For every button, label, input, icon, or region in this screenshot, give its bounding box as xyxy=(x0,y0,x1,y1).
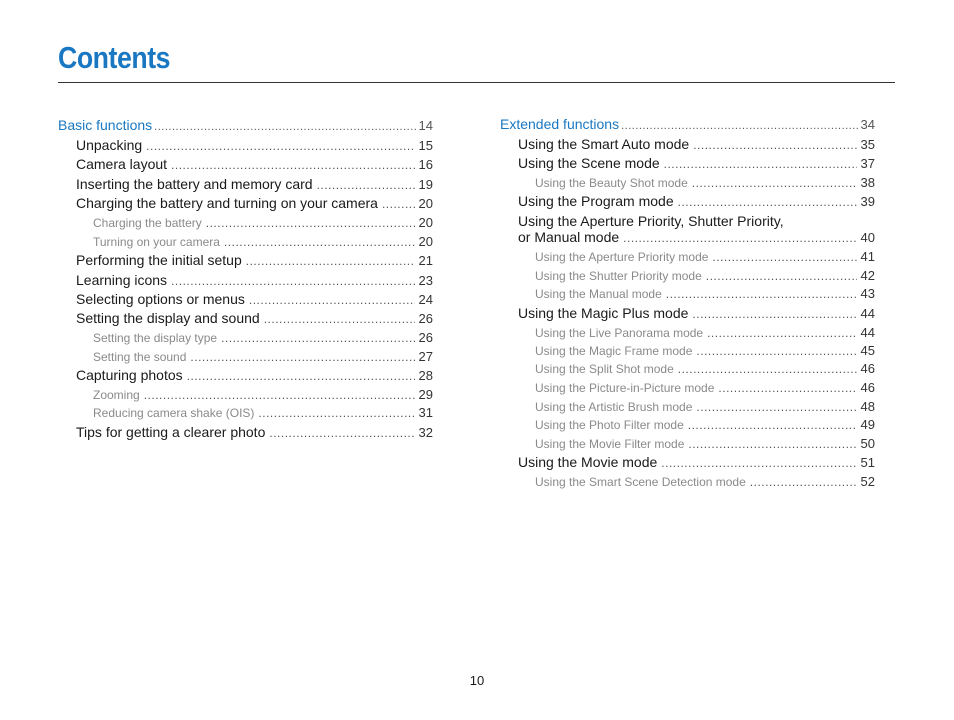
toc-page-number: 19 xyxy=(418,177,433,192)
toc-section-label: Basic functions xyxy=(58,117,153,133)
toc-subentry[interactable] xyxy=(500,417,875,432)
toc-subentry[interactable] xyxy=(500,175,875,190)
toc-page-number: 46 xyxy=(860,361,875,376)
toc-entry[interactable] xyxy=(58,137,433,153)
dot-leader xyxy=(688,437,856,451)
toc-entry-label: Reducing camera shake (OIS) xyxy=(93,406,255,420)
toc-page-number: 49 xyxy=(860,417,875,432)
toc-page-number: 40 xyxy=(860,230,875,245)
toc-entry-label-line1[interactable]: Using the Aperture Priority, Shutter Priority, xyxy=(518,213,784,229)
toc-section-label: Extended functions xyxy=(500,116,620,132)
toc-subentry[interactable] xyxy=(58,349,433,364)
dot-leader xyxy=(692,176,857,190)
toc-entry[interactable] xyxy=(58,195,433,211)
toc-entry-label: Using the Program mode xyxy=(518,193,674,209)
toc-entry-label: Inserting the battery and memory card xyxy=(76,176,313,192)
toc-page-number: 42 xyxy=(860,268,875,283)
toc-page-number: 46 xyxy=(860,380,875,395)
toc-page-number: 37 xyxy=(860,156,875,171)
toc-entry-label: Turning on your camera xyxy=(93,235,220,249)
toc-section-basic-functions[interactable] xyxy=(58,117,433,133)
toc-entry-label: Using the Live Panorama mode xyxy=(535,326,704,340)
toc-entry-label: Using the Manual mode xyxy=(535,287,662,301)
toc-entry-label: Selecting options or menus xyxy=(76,291,245,307)
toc-entry[interactable] xyxy=(58,291,433,307)
dot-leader xyxy=(187,369,415,383)
toc-subentry[interactable] xyxy=(500,343,875,358)
dot-leader xyxy=(678,362,857,376)
dot-leader xyxy=(693,138,856,152)
toc-subentry[interactable] xyxy=(58,330,433,345)
page-number: 10 xyxy=(469,673,485,688)
dot-leader xyxy=(621,120,858,132)
toc-page-number: 14 xyxy=(418,118,433,133)
toc-page-number: 24 xyxy=(418,292,433,307)
toc-entry-label: Setting the display type xyxy=(93,331,218,345)
toc-subentry[interactable] xyxy=(500,361,875,376)
toc-page-number: 28 xyxy=(418,368,433,383)
toc-entry[interactable] xyxy=(58,176,433,192)
toc-page-number: 39 xyxy=(860,194,875,209)
toc-entry-label: Camera layout xyxy=(76,156,168,172)
toc-entry-label: Tips for getting a clearer photo xyxy=(76,424,266,440)
toc-entry[interactable] xyxy=(500,305,875,321)
toc-subentry[interactable] xyxy=(58,215,433,230)
dot-leader xyxy=(707,326,856,340)
dot-leader xyxy=(171,274,414,288)
toc-subentry[interactable] xyxy=(58,405,433,420)
toc-page-number: 20 xyxy=(418,215,433,230)
toc-entry-label: Zooming xyxy=(93,388,140,402)
toc-entry-label: Performing the initial setup xyxy=(76,252,242,268)
toc-entry-label: Using the Split Shot mode xyxy=(535,362,674,376)
toc-entry[interactable] xyxy=(58,252,433,268)
dot-leader xyxy=(146,139,414,153)
toc-page-number: 44 xyxy=(860,325,875,340)
dot-leader xyxy=(171,158,414,172)
toc-subentry[interactable] xyxy=(58,234,433,249)
toc-subentry[interactable] xyxy=(58,387,433,402)
toc-page-number: 34 xyxy=(860,117,875,132)
dot-leader xyxy=(224,235,415,249)
toc-entry[interactable] xyxy=(500,155,875,171)
toc-subentry[interactable] xyxy=(500,268,875,283)
dot-leader xyxy=(666,287,857,301)
toc-subentry[interactable] xyxy=(500,249,875,264)
toc-entry-label: Using the Artistic Brush mode xyxy=(535,400,693,414)
toc-entry[interactable] xyxy=(500,454,875,470)
dot-leader xyxy=(706,269,857,283)
dot-leader xyxy=(718,381,856,395)
dot-leader xyxy=(661,456,856,470)
toc-page-number: 35 xyxy=(860,137,875,152)
dot-leader xyxy=(623,231,856,245)
dot-leader xyxy=(190,350,414,364)
toc-entry-label: Using the Aperture Priority mode xyxy=(535,250,709,264)
toc-entry-label: Capturing photos xyxy=(76,367,183,383)
dot-leader xyxy=(264,312,415,326)
toc-page-number: 31 xyxy=(418,405,433,420)
toc-entry-label: Setting the display and sound xyxy=(76,310,260,326)
toc-entry[interactable] xyxy=(500,193,875,209)
toc-entry[interactable] xyxy=(58,156,433,172)
dot-leader xyxy=(317,178,415,192)
toc-entry-label: Using the Beauty Shot mode xyxy=(535,176,688,190)
toc-page-number: 15 xyxy=(418,138,433,153)
dot-leader xyxy=(688,418,857,432)
toc-page-number: 26 xyxy=(418,311,433,326)
toc-subentry[interactable] xyxy=(500,325,875,340)
toc-page-number: 38 xyxy=(860,175,875,190)
toc-page-number: 16 xyxy=(418,157,433,172)
toc-entry-label: Using the Picture-in-Picture mode xyxy=(535,381,715,395)
dot-leader xyxy=(221,331,414,345)
toc-entry[interactable] xyxy=(500,229,875,245)
toc-entry-label: Unpacking xyxy=(76,137,143,153)
dot-leader xyxy=(696,400,856,414)
dot-leader xyxy=(382,197,415,211)
toc-page-number: 29 xyxy=(418,387,433,402)
toc-entry-label: Charging the battery xyxy=(93,216,202,230)
dot-leader xyxy=(664,157,857,171)
toc-entry[interactable] xyxy=(58,272,433,288)
dot-leader xyxy=(258,406,414,420)
toc-subentry[interactable] xyxy=(500,474,875,489)
toc-entry-label: Using the Movie Filter mode xyxy=(535,437,685,451)
toc-page-number: 27 xyxy=(418,349,433,364)
toc-entry-label: Setting the sound xyxy=(93,350,187,364)
toc-page-number: 52 xyxy=(860,474,875,489)
toc-entry-label: Using the Movie mode xyxy=(518,454,658,470)
toc-page-number: 43 xyxy=(860,286,875,301)
toc-page-number: 41 xyxy=(860,249,875,264)
toc-page-number: 45 xyxy=(860,343,875,358)
toc-page-number: 50 xyxy=(860,436,875,451)
toc-entry-label: Using the Shutter Priority mode xyxy=(535,269,702,283)
dot-leader xyxy=(249,293,415,307)
toc-subentry[interactable] xyxy=(500,380,875,395)
toc-subentry[interactable] xyxy=(500,399,875,414)
toc-entry[interactable] xyxy=(500,136,875,152)
page-title: Contents xyxy=(58,40,171,75)
dot-leader xyxy=(692,307,856,321)
toc-subentry[interactable] xyxy=(500,286,875,301)
dot-leader xyxy=(696,344,856,358)
toc-page-number: 20 xyxy=(418,196,433,211)
toc-entry-label: Using the Scene mode xyxy=(518,155,660,171)
dot-leader xyxy=(246,254,415,268)
toc-page-number: 20 xyxy=(418,234,433,249)
toc-page-number: 21 xyxy=(418,253,433,268)
dot-leader xyxy=(678,195,857,209)
dot-leader xyxy=(712,250,856,264)
dot-leader xyxy=(154,121,416,133)
toc-entry[interactable] xyxy=(58,310,433,326)
toc-entry-label: Using the Photo Filter mode xyxy=(535,418,684,432)
toc-subentry[interactable] xyxy=(500,436,875,451)
toc-page-number: 32 xyxy=(418,425,433,440)
toc-entry[interactable] xyxy=(58,424,433,440)
dot-leader xyxy=(144,388,415,402)
dot-leader xyxy=(269,426,414,440)
toc-entry[interactable] xyxy=(58,367,433,383)
toc-page-number: 23 xyxy=(418,273,433,288)
toc-entry-label: Using the Smart Scene Detection mode xyxy=(535,475,746,489)
toc-page-number: 44 xyxy=(860,306,875,321)
dot-leader xyxy=(206,216,415,230)
toc-page-number: 48 xyxy=(860,399,875,414)
toc-entry-label: Using the Magic Frame mode xyxy=(535,344,693,358)
title-divider xyxy=(58,82,895,83)
toc-entry-label: Using the Magic Plus mode xyxy=(518,305,689,321)
dot-leader xyxy=(750,475,857,489)
toc-entry-label: or Manual mode xyxy=(518,229,620,245)
toc-page-number: 51 xyxy=(860,455,875,470)
toc-entry-label: Charging the battery and turning on your camera xyxy=(76,195,378,211)
toc-entry-label: Using the Smart Auto mode xyxy=(518,136,690,152)
toc-entry-label: Learning icons xyxy=(76,272,168,288)
toc-section-extended-functions[interactable] xyxy=(500,116,875,132)
toc-page-number: 26 xyxy=(418,330,433,345)
